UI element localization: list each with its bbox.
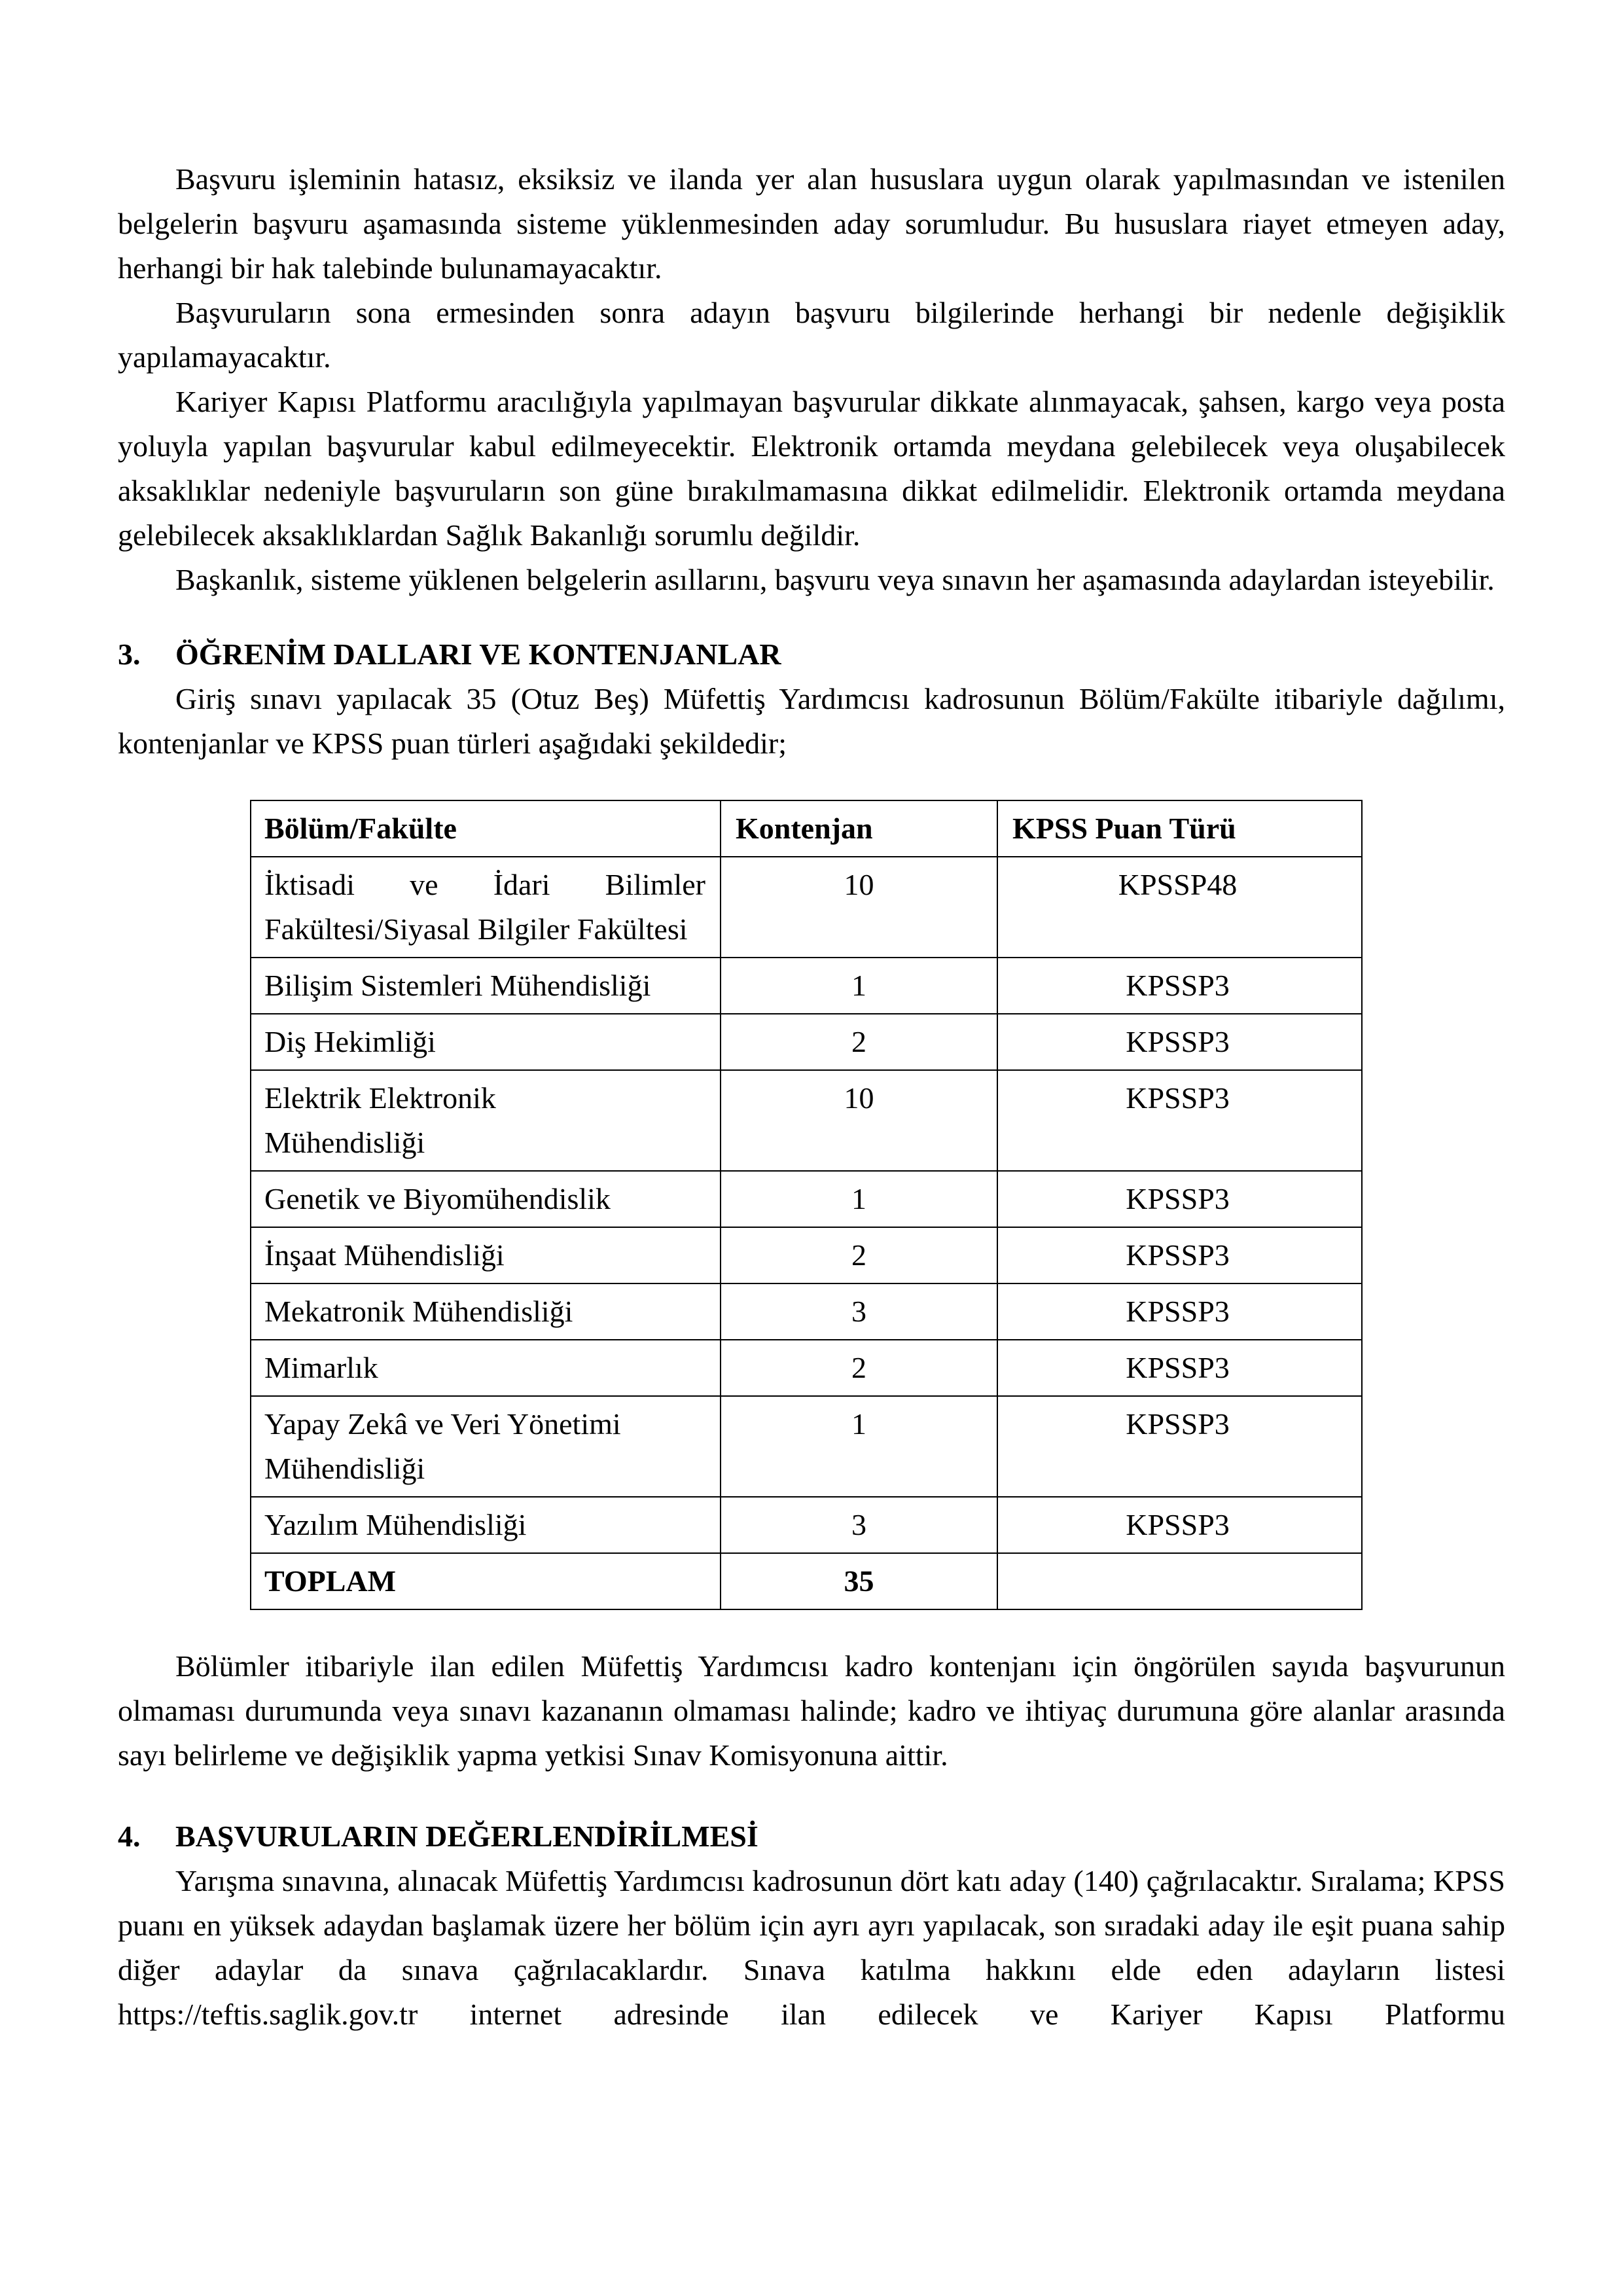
department-name: İnşaat Mühendisliği xyxy=(251,1227,721,1283)
table-row xyxy=(251,1283,1362,1340)
section-3-title: ÖĞRENİM DALLARI VE KONTENJANLAR xyxy=(175,637,781,671)
quota-value: 3 xyxy=(721,1283,997,1340)
table-row xyxy=(251,1340,1362,1396)
quota-value: 10 xyxy=(721,857,997,958)
department-name: Elektrik Elektronik Mühendisliği xyxy=(251,1070,721,1171)
kpss-type: KPSSP3 xyxy=(997,1396,1362,1497)
section-4-number: 4. xyxy=(118,1820,141,1853)
quota-value: 2 xyxy=(721,1227,997,1283)
kpss-type: KPSSP3 xyxy=(997,1014,1362,1070)
department-name: Mimarlık xyxy=(251,1340,721,1396)
kpss-type: KPSSP3 xyxy=(997,1283,1362,1340)
table-row xyxy=(251,1227,1362,1283)
kpss-type: KPSSP3 xyxy=(997,1171,1362,1227)
department-name: Genetik ve Biyomühendislik xyxy=(251,1171,721,1227)
quota-value: 3 xyxy=(721,1497,997,1553)
total-value: 35 xyxy=(721,1553,997,1609)
quota-value: 2 xyxy=(721,1340,997,1396)
section-3-number: 3. xyxy=(118,637,141,671)
section-4-title: BAŞVURULARIN DEĞERLENDİRİLMESİ xyxy=(175,1820,758,1853)
table-row xyxy=(251,1070,1362,1171)
quota-table xyxy=(250,800,1363,1610)
section-3-intro: Giriş sınavı yapılacak 35 (Otuz Beş) Müfettiş Yardımcısı kadrosunun Bölüm/Fakülte itibariyle dağılımı, kontenjanlar ve KPSS puan türleri aşağıdaki şekildedir; xyxy=(118,682,1505,760)
department-name: Diş Hekimliği xyxy=(251,1014,721,1070)
header-kpss-type: KPSS Puan Türü xyxy=(997,800,1362,857)
table-row xyxy=(251,1014,1362,1070)
quota-value: 1 xyxy=(721,1396,997,1497)
header-department: Bölüm/Fakülte xyxy=(251,800,721,857)
kpss-type: KPSSP3 xyxy=(997,1340,1362,1396)
quota-value: 1 xyxy=(721,958,997,1014)
section-3-heading xyxy=(118,632,1505,677)
paragraph-no-changes-after-deadline: Başvuruların sona ermesinden sonra adayın başvuru bilgilerinde herhangi bir nedenle değişiklik yapılamayacaktır. xyxy=(118,296,1505,374)
kpss-type: KPSSP3 xyxy=(997,1227,1362,1283)
header-quota: Kontenjan xyxy=(721,800,997,857)
department-name: Mekatronik Mühendisliği xyxy=(251,1283,721,1340)
quota-value: 10 xyxy=(721,1070,997,1171)
paragraph-career-gate-applications: Kariyer Kapısı Platformu aracılığıyla yapılmayan başvurular dikkate alınmayacak, şahsen, kargo veya posta yoluyla yapılan başvurular kabul edilmeyecektir. Elektronik ortamda meydana gelebilecek veya oluşabilecek aksaklıklar nedeniyle başvuruların son güne bırakılmamasına dikkat edilmelidir. Elektronik ortamda meydana gelebilecek aksaklıklardan Sağlık Bakanlığı sorumlu değildir. xyxy=(118,385,1505,552)
department-name: Yapay Zekâ ve Veri Yönetimi Mühendisliği xyxy=(251,1396,721,1497)
department-name: İktisadi ve İdari Bilimler Fakültesi/Siyasal Bilgiler Fakültesi xyxy=(251,857,721,958)
table-header-row xyxy=(251,800,1362,857)
total-empty-cell xyxy=(997,1553,1362,1609)
total-label: TOPLAM xyxy=(251,1553,721,1609)
document-content xyxy=(118,157,1505,2037)
table-row xyxy=(251,958,1362,1014)
paragraph-applicant-responsibility: Başvuru işleminin hatasız, eksiksiz ve ilanda yer alan hususlara uygun olarak yapılmasından ve istenilen belgelerin başvuru aşamasında sisteme yüklenmesinden aday sorumludur. Bu hususlara riayet etmeyen aday, herhangi bir hak talebinde bulunamayacaktır. xyxy=(118,162,1505,285)
quota-value: 1 xyxy=(721,1171,997,1227)
section-4-text: Yarışma sınavına, alınacak Müfettiş Yardımcısı kadrosunun dört katı aday (140) çağrılacaktır. Sıralama; KPSS puanı en yüksek adaydan başlamak üzere her bölüm için ayrı ayrı yapılacak, son sıradaki aday ile eşit puana sahip diğer adaylar da sınava çağrılacaklardır. Sınava katılma hakkını elde eden adayların listesi https://teftis.saglik.gov.tr internet adresinde ilan edilecek ve Kariyer Kapısı Platformu xyxy=(118,1864,1505,2031)
kpss-type: KPSSP3 xyxy=(997,1070,1362,1171)
table-row xyxy=(251,1497,1362,1553)
kpss-type: KPSSP3 xyxy=(997,958,1362,1014)
department-name: Yazılım Mühendisliği xyxy=(251,1497,721,1553)
paragraph-original-documents: Başkanlık, sisteme yüklenen belgelerin asıllarını, başvuru veya sınavın her aşamasında adaylardan isteyebilir. xyxy=(175,563,1495,596)
table-row xyxy=(251,1396,1362,1497)
section-4-heading xyxy=(118,1814,1505,1859)
table-row xyxy=(251,857,1362,958)
table-total-row xyxy=(251,1553,1362,1609)
quota-value: 2 xyxy=(721,1014,997,1070)
department-name: Bilişim Sistemleri Mühendisliği xyxy=(251,958,721,1014)
table-row xyxy=(251,1171,1362,1227)
paragraph-quota-changes: Bölümler itibariyle ilan edilen Müfettiş Yardımcısı kadro kontenjanı için öngörülen sayıda başvurunun olmaması durumunda veya sınavı kazananın olmaması halinde; kadro ve ihtiyaç durumuna göre alanlar arasında sayı belirleme ve değişiklik yapma yetkisi Sınav Komisyonuna aittir. xyxy=(118,1649,1505,1772)
kpss-type: KPSSP3 xyxy=(997,1497,1362,1553)
kpss-type: KPSSP48 xyxy=(997,857,1362,958)
